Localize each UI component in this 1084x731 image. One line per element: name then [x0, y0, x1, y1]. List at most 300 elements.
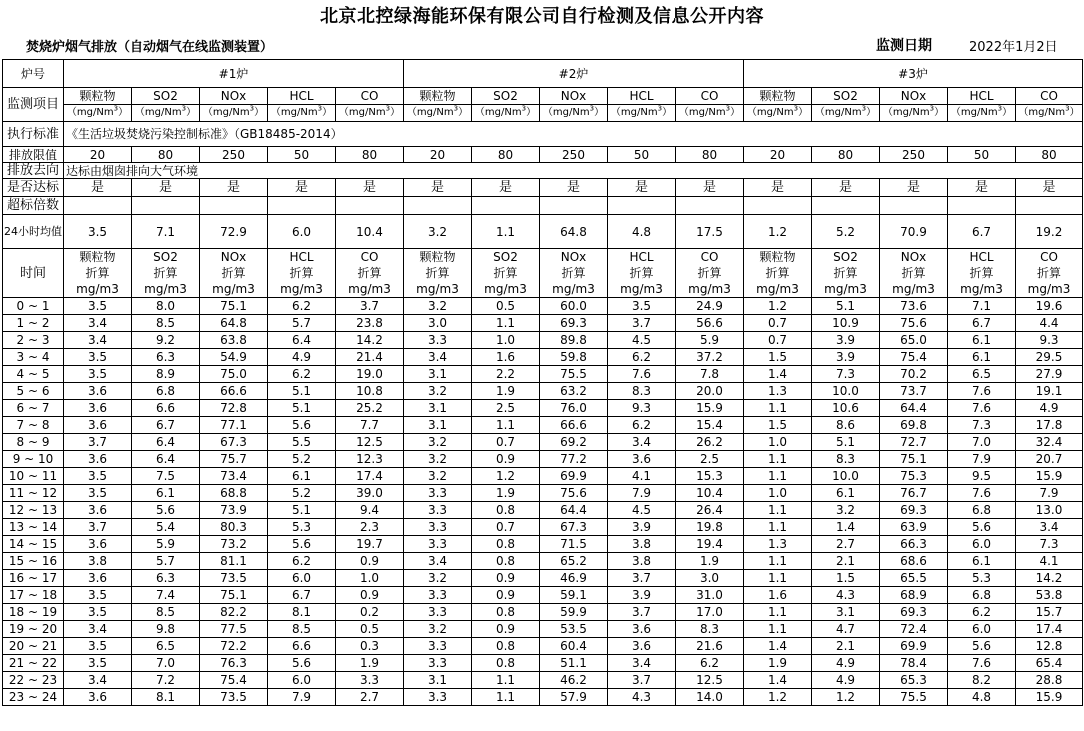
converted-label: 折算 — [608, 265, 676, 281]
hourly-value: 15.9 — [1016, 689, 1083, 706]
hourly-value: 59.8 — [540, 349, 608, 366]
average-label: 24小时均值 — [3, 215, 64, 249]
unit-superscript: 3 — [929, 104, 935, 113]
unit-cell — [64, 105, 132, 122]
hourly-value: 13.0 — [1016, 502, 1083, 519]
unit-suffix: ） — [594, 107, 605, 118]
hourly-value: 1.1 — [472, 315, 540, 332]
converted-label: 折算 — [404, 265, 472, 281]
exceed-value — [64, 197, 132, 215]
hourly-value: 0.7 — [472, 434, 540, 451]
pollutant-header: 颗粒物 — [64, 88, 132, 105]
hourly-value: 1.1 — [744, 553, 812, 570]
hourly-value: 7.7 — [336, 417, 404, 434]
hourly-value: 7.5 — [132, 468, 200, 485]
hourly-value: 2.5 — [472, 400, 540, 417]
hour-range: 22 ~ 23 — [3, 672, 64, 689]
limit-value: 80 — [472, 147, 540, 163]
hourly-value: 6.0 — [268, 570, 336, 587]
compliant-row — [3, 179, 1083, 197]
hourly-value: 3.7 — [64, 434, 132, 451]
hourly-value: 73.9 — [200, 502, 268, 519]
time-header-row-1 — [3, 249, 1083, 266]
compliant-value: 是 — [540, 179, 608, 197]
limit-value: 250 — [880, 147, 948, 163]
hour-range: 18 ~ 19 — [3, 604, 64, 621]
table-row — [3, 366, 1083, 383]
hourly-value: 1.4 — [812, 519, 880, 536]
unit-superscript: 3 — [317, 104, 323, 113]
converted-label: 折算 — [812, 265, 880, 281]
hourly-value: 3.7 — [608, 604, 676, 621]
hourly-value: 0.8 — [472, 553, 540, 570]
hour-range: 0 ~ 1 — [3, 298, 64, 315]
unit-cell — [268, 105, 336, 122]
table-row — [3, 689, 1083, 706]
hourly-value: 65.3 — [880, 672, 948, 689]
unit-prefix: （mg/Nm — [270, 107, 318, 118]
table-row — [3, 349, 1083, 366]
unit-label: mg/m3 — [404, 281, 472, 298]
hourly-value: 6.3 — [132, 349, 200, 366]
exceed-value — [880, 197, 948, 215]
time-pollutant-header: CO — [336, 249, 404, 266]
time-pollutant-header: HCL — [268, 249, 336, 266]
unit-superscript: 3 — [521, 104, 527, 113]
hourly-value: 7.8 — [676, 366, 744, 383]
hourly-value: 19.4 — [676, 536, 744, 553]
hourly-value: 3.1 — [404, 366, 472, 383]
time-pollutant-header: HCL — [948, 249, 1016, 266]
hour-range: 16 ~ 17 — [3, 570, 64, 587]
hourly-value: 37.2 — [676, 349, 744, 366]
table-row — [3, 502, 1083, 519]
limit-value: 80 — [676, 147, 744, 163]
table-row — [3, 553, 1083, 570]
hourly-value: 6.1 — [132, 485, 200, 502]
hourly-value: 15.3 — [676, 468, 744, 485]
pollutant-header: NOx — [880, 88, 948, 105]
table-row — [3, 604, 1083, 621]
hourly-value: 0.9 — [472, 570, 540, 587]
unit-superscript: 3 — [1065, 104, 1070, 113]
hourly-value: 6.5 — [132, 638, 200, 655]
hourly-value: 1.1 — [472, 689, 540, 706]
exceed-value — [540, 197, 608, 215]
hour-range: 12 ~ 13 — [3, 502, 64, 519]
unit-prefix: （mg/Nm — [882, 107, 930, 118]
converted-label: 折算 — [1016, 265, 1083, 281]
time-pollutant-header: CO — [1016, 249, 1083, 266]
hourly-value: 75.3 — [880, 468, 948, 485]
hourly-value: 6.1 — [948, 349, 1016, 366]
date-label: 监测日期 — [876, 38, 932, 54]
hourly-value: 6.4 — [132, 434, 200, 451]
hourly-value: 6.7 — [132, 417, 200, 434]
unit-label: mg/m3 — [676, 281, 744, 298]
furnace-3-header: #3炉 — [744, 60, 1083, 88]
unit-label: mg/m3 — [1016, 281, 1083, 298]
table-row — [3, 400, 1083, 417]
hourly-value: 39.0 — [336, 485, 404, 502]
unit-label: mg/m3 — [268, 281, 336, 298]
hourly-value: 66.6 — [200, 383, 268, 400]
hour-range: 21 ~ 22 — [3, 655, 64, 672]
unit-prefix: （mg/Nm — [814, 107, 862, 118]
hourly-value: 6.7 — [268, 587, 336, 604]
hourly-value: 72.7 — [880, 434, 948, 451]
hourly-value: 1.4 — [744, 366, 812, 383]
unit-suffix: ） — [1069, 107, 1080, 118]
hourly-value: 1.2 — [812, 689, 880, 706]
hourly-value: 68.6 — [880, 553, 948, 570]
unit-cell — [200, 105, 268, 122]
hourly-value: 77.1 — [200, 417, 268, 434]
hourly-value: 27.9 — [1016, 366, 1083, 383]
hourly-value: 7.9 — [268, 689, 336, 706]
table-row — [3, 451, 1083, 468]
hourly-value: 0.8 — [472, 638, 540, 655]
unit-cell — [540, 105, 608, 122]
hourly-value: 3.5 — [64, 349, 132, 366]
hourly-value: 6.0 — [948, 536, 1016, 553]
hourly-value: 9.3 — [608, 400, 676, 417]
furnace-row — [3, 60, 1083, 88]
table-subtitle: 焚烧炉烟气排放（自动烟气在线监测装置） — [26, 40, 274, 55]
hourly-value: 4.3 — [608, 689, 676, 706]
hourly-value: 5.1 — [268, 502, 336, 519]
hourly-value: 0.9 — [472, 621, 540, 638]
hourly-value: 71.5 — [540, 536, 608, 553]
hourly-value: 12.3 — [336, 451, 404, 468]
unit-suffix: ） — [1002, 107, 1013, 118]
unit-label: mg/m3 — [812, 281, 880, 298]
hourly-value: 3.3 — [336, 672, 404, 689]
hourly-value: 3.5 — [64, 485, 132, 502]
converted-label: 折算 — [472, 265, 540, 281]
hourly-value: 8.3 — [608, 383, 676, 400]
hourly-value: 63.9 — [880, 519, 948, 536]
hourly-value: 6.8 — [948, 502, 1016, 519]
hourly-value: 2.7 — [336, 689, 404, 706]
hourly-value: 3.2 — [404, 383, 472, 400]
average-value: 1.2 — [744, 215, 812, 249]
hourly-value: 0.5 — [472, 298, 540, 315]
hourly-value: 4.9 — [812, 672, 880, 689]
hourly-value: 10.8 — [336, 383, 404, 400]
hourly-value: 6.3 — [132, 570, 200, 587]
hourly-value: 31.0 — [676, 587, 744, 604]
exceed-value — [948, 197, 1016, 215]
hourly-value: 3.2 — [404, 570, 472, 587]
hourly-value: 1.6 — [472, 349, 540, 366]
average-row — [3, 215, 1083, 249]
hourly-value: 1.2 — [744, 689, 812, 706]
time-label: 时间 — [3, 249, 64, 298]
hourly-value: 3.0 — [676, 570, 744, 587]
hourly-value: 77.2 — [540, 451, 608, 468]
standard-row — [3, 122, 1083, 147]
hourly-value: 75.6 — [880, 315, 948, 332]
unit-prefix: （mg/Nm — [66, 107, 114, 118]
hourly-value: 0.3 — [336, 638, 404, 655]
unit-superscript: 3 — [385, 104, 391, 113]
pollutant-header: SO2 — [472, 88, 540, 105]
hourly-value: 3.2 — [404, 468, 472, 485]
hourly-value: 51.1 — [540, 655, 608, 672]
average-value: 1.1 — [472, 215, 540, 249]
limit-label: 排放限值 — [3, 147, 64, 163]
hourly-value: 3.3 — [404, 519, 472, 536]
hourly-value: 5.3 — [268, 519, 336, 536]
pollutant-header: SO2 — [812, 88, 880, 105]
hourly-value: 3.7 — [608, 315, 676, 332]
pollutant-header: HCL — [268, 88, 336, 105]
table-body — [3, 60, 1083, 706]
limit-value: 50 — [268, 147, 336, 163]
hourly-value: 76.0 — [540, 400, 608, 417]
exceed-value — [336, 197, 404, 215]
hour-range: 3 ~ 4 — [3, 349, 64, 366]
hourly-value: 59.9 — [540, 604, 608, 621]
hourly-value: 6.2 — [268, 553, 336, 570]
hourly-value: 21.4 — [336, 349, 404, 366]
exceed-label: 超标倍数 — [3, 197, 64, 215]
table-row — [3, 383, 1083, 400]
average-value: 3.2 — [404, 215, 472, 249]
hourly-value: 56.6 — [676, 315, 744, 332]
time-pollutant-header: HCL — [608, 249, 676, 266]
hourly-value: 6.2 — [268, 366, 336, 383]
hourly-value: 67.3 — [540, 519, 608, 536]
items-row — [3, 88, 1083, 105]
unit-cell — [472, 105, 540, 122]
hourly-value: 3.9 — [812, 349, 880, 366]
exceed-value — [812, 197, 880, 215]
unit-prefix: （mg/Nm — [134, 107, 182, 118]
compliant-value: 是 — [200, 179, 268, 197]
hourly-value: 3.1 — [404, 672, 472, 689]
hourly-value: 7.3 — [1016, 536, 1083, 553]
hourly-value: 8.9 — [132, 366, 200, 383]
hourly-value: 3.2 — [404, 434, 472, 451]
limit-value: 250 — [200, 147, 268, 163]
hourly-value: 19.7 — [336, 536, 404, 553]
hourly-value: 4.9 — [812, 655, 880, 672]
hourly-value: 6.2 — [676, 655, 744, 672]
hourly-value: 72.2 — [200, 638, 268, 655]
average-value: 17.5 — [676, 215, 744, 249]
unit-superscript: 3 — [657, 104, 663, 113]
hourly-value: 1.1 — [472, 417, 540, 434]
hourly-value: 3.3 — [404, 655, 472, 672]
exceed-value — [404, 197, 472, 215]
hourly-value: 3.4 — [404, 553, 472, 570]
hourly-value: 46.2 — [540, 672, 608, 689]
hourly-value: 7.0 — [948, 434, 1016, 451]
hourly-value: 76.3 — [200, 655, 268, 672]
hourly-value: 3.6 — [64, 451, 132, 468]
hourly-value: 7.9 — [608, 485, 676, 502]
hour-range: 5 ~ 6 — [3, 383, 64, 400]
hourly-value: 65.5 — [880, 570, 948, 587]
hourly-value: 69.3 — [880, 604, 948, 621]
hourly-value: 59.1 — [540, 587, 608, 604]
hourly-value: 75.5 — [880, 689, 948, 706]
hourly-value: 26.2 — [676, 434, 744, 451]
hourly-value: 69.9 — [540, 468, 608, 485]
hourly-value: 6.2 — [948, 604, 1016, 621]
unit-label: mg/m3 — [744, 281, 812, 298]
unit-prefix: （mg/Nm — [474, 107, 522, 118]
hourly-value: 1.1 — [744, 604, 812, 621]
hourly-value: 60.0 — [540, 298, 608, 315]
compliant-value: 是 — [336, 179, 404, 197]
hourly-value: 23.8 — [336, 315, 404, 332]
hourly-value: 1.9 — [336, 655, 404, 672]
pollutant-header: CO — [336, 88, 404, 105]
hourly-value: 75.4 — [200, 672, 268, 689]
average-value: 3.5 — [64, 215, 132, 249]
converted-label: 折算 — [64, 265, 132, 281]
hourly-value: 6.2 — [268, 298, 336, 315]
hourly-value: 75.5 — [540, 366, 608, 383]
furnace-label: 炉号 — [3, 60, 64, 88]
hourly-value: 0.2 — [336, 604, 404, 621]
hourly-value: 15.9 — [1016, 468, 1083, 485]
pollutant-header: HCL — [608, 88, 676, 105]
hour-range: 7 ~ 8 — [3, 417, 64, 434]
unit-suffix: ） — [118, 107, 129, 118]
hourly-value: 63.2 — [540, 383, 608, 400]
hourly-value: 3.4 — [64, 315, 132, 332]
hourly-value: 7.6 — [948, 655, 1016, 672]
unit-prefix: （mg/Nm — [1018, 107, 1066, 118]
hourly-value: 75.7 — [200, 451, 268, 468]
hourly-value: 3.6 — [64, 383, 132, 400]
hourly-value: 4.5 — [608, 502, 676, 519]
hourly-value: 68.9 — [880, 587, 948, 604]
unit-superscript: 3 — [725, 104, 731, 113]
hourly-value: 20.0 — [676, 383, 744, 400]
unit-suffix: ） — [186, 107, 197, 118]
unit-label: mg/m3 — [200, 281, 268, 298]
hourly-value: 2.7 — [812, 536, 880, 553]
hourly-value: 2.2 — [472, 366, 540, 383]
hourly-value: 1.1 — [472, 672, 540, 689]
hourly-value: 0.9 — [472, 451, 540, 468]
exceed-value — [132, 197, 200, 215]
hourly-value: 3.6 — [608, 638, 676, 655]
hourly-value: 64.4 — [540, 502, 608, 519]
standard-text: 《生活垃圾焚烧污染控制标准》（GB18485-2014） — [64, 122, 1083, 147]
hourly-value: 32.4 — [1016, 434, 1083, 451]
hourly-value: 3.7 — [608, 570, 676, 587]
converted-label: 折算 — [336, 265, 404, 281]
hourly-value: 5.6 — [948, 638, 1016, 655]
hour-range: 23 ~ 24 — [3, 689, 64, 706]
hourly-value: 8.1 — [268, 604, 336, 621]
hourly-value: 3.9 — [608, 519, 676, 536]
unit-cell — [948, 105, 1016, 122]
table-row — [3, 621, 1083, 638]
hour-range: 17 ~ 18 — [3, 587, 64, 604]
hourly-value: 20.7 — [1016, 451, 1083, 468]
hourly-value: 1.9 — [472, 383, 540, 400]
hourly-value: 1.1 — [744, 468, 812, 485]
limit-value: 50 — [608, 147, 676, 163]
hourly-value: 1.9 — [472, 485, 540, 502]
hourly-value: 5.4 — [132, 519, 200, 536]
hourly-value: 15.9 — [676, 400, 744, 417]
hourly-value: 76.7 — [880, 485, 948, 502]
unit-label: mg/m3 — [64, 281, 132, 298]
hourly-value: 0.9 — [336, 553, 404, 570]
exceed-row — [3, 197, 1083, 215]
pollutant-header: SO2 — [132, 88, 200, 105]
hourly-value: 69.8 — [880, 417, 948, 434]
hourly-value: 3.3 — [404, 587, 472, 604]
unit-suffix: ） — [390, 107, 401, 118]
time-pollutant-header: 颗粒物 — [404, 249, 472, 266]
table-row — [3, 298, 1083, 315]
hourly-value: 3.2 — [812, 502, 880, 519]
average-value: 7.1 — [132, 215, 200, 249]
unit-suffix: ） — [322, 107, 333, 118]
hourly-value: 10.0 — [812, 383, 880, 400]
hourly-value: 5.6 — [948, 519, 1016, 536]
hourly-value: 3.5 — [64, 638, 132, 655]
table-row — [3, 536, 1083, 553]
average-value: 72.9 — [200, 215, 268, 249]
hourly-value: 9.5 — [948, 468, 1016, 485]
hourly-value: 3.6 — [64, 417, 132, 434]
hourly-value: 2.1 — [812, 638, 880, 655]
table-row — [3, 672, 1083, 689]
time-header-row-3 — [3, 281, 1083, 298]
unit-cell — [676, 105, 744, 122]
hourly-value: 10.0 — [812, 468, 880, 485]
compliant-value: 是 — [64, 179, 132, 197]
unit-cell — [404, 105, 472, 122]
hourly-value: 17.4 — [336, 468, 404, 485]
hourly-value: 17.0 — [676, 604, 744, 621]
hourly-value: 3.9 — [812, 332, 880, 349]
standard-label: 执行标准 — [3, 122, 64, 147]
unit-suffix: ） — [866, 107, 877, 118]
hourly-value: 9.2 — [132, 332, 200, 349]
hourly-value: 24.9 — [676, 298, 744, 315]
hourly-value: 26.4 — [676, 502, 744, 519]
hourly-value: 89.8 — [540, 332, 608, 349]
hourly-value: 4.1 — [1016, 553, 1083, 570]
hourly-value: 3.4 — [1016, 519, 1083, 536]
hourly-value: 1.4 — [744, 638, 812, 655]
hourly-value: 3.3 — [404, 502, 472, 519]
hourly-value: 1.1 — [744, 570, 812, 587]
items-label: 监测项目 — [3, 88, 64, 122]
time-pollutant-header: 颗粒物 — [744, 249, 812, 266]
pollutant-header: HCL — [948, 88, 1016, 105]
hourly-value: 5.1 — [268, 383, 336, 400]
hourly-value: 17.4 — [1016, 621, 1083, 638]
hourly-value: 0.7 — [744, 315, 812, 332]
hourly-value: 8.3 — [812, 451, 880, 468]
hourly-value: 80.3 — [200, 519, 268, 536]
hourly-value: 6.8 — [132, 383, 200, 400]
hourly-value: 75.6 — [540, 485, 608, 502]
hourly-value: 5.7 — [268, 315, 336, 332]
